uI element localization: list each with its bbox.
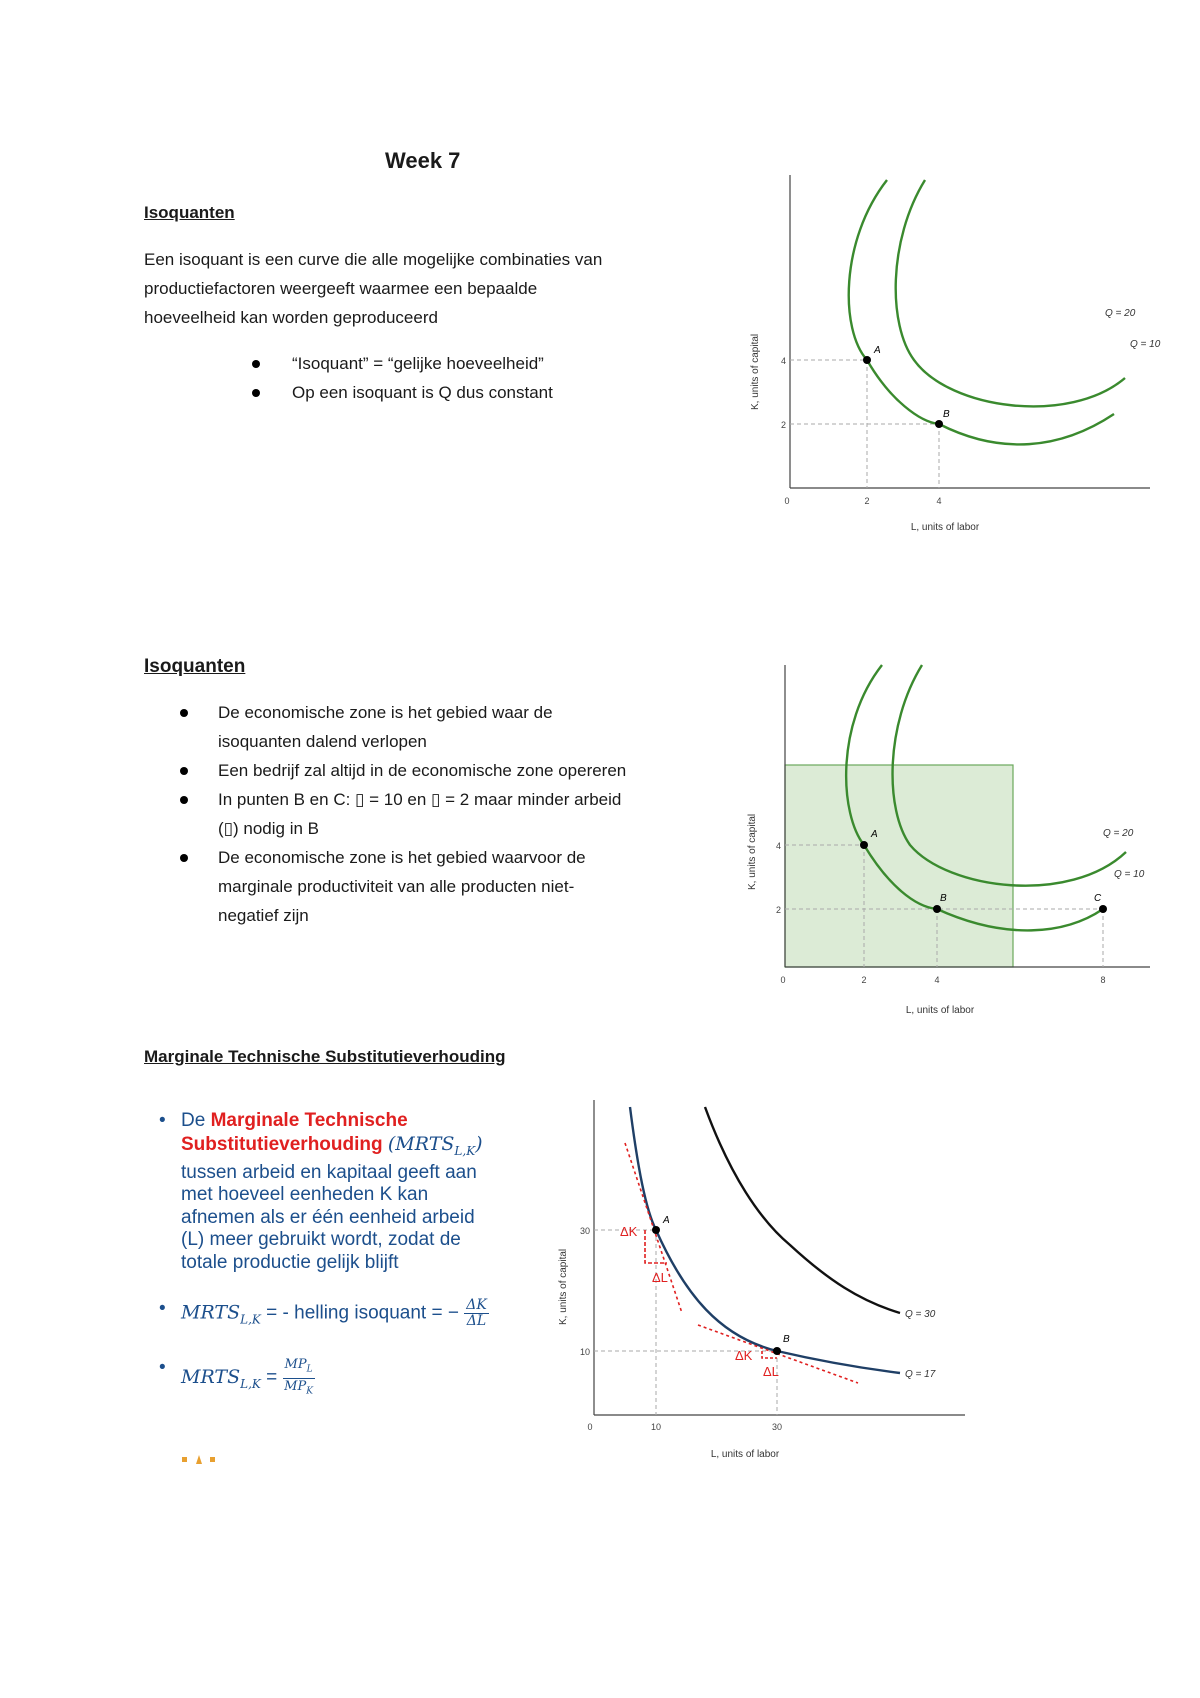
list-item-line: marginale productiviteit van alle producten niet- (218, 877, 575, 896)
definition-line: hoeveelheid kan worden geproduceerd (144, 308, 438, 327)
list-item (180, 756, 740, 785)
section-heading-mrts: Marginale Technische Substitutieverhouding (144, 1047, 506, 1066)
list-item (180, 698, 740, 756)
series-label-q10: Q = 10 (1130, 339, 1161, 350)
economic-zone-region (785, 765, 1013, 967)
list-item (180, 785, 740, 843)
point-c-label: C (1094, 893, 1102, 904)
x-tick-label: 0 (587, 1422, 593, 1432)
point-a (652, 1226, 660, 1234)
isoquant-q20-line (896, 180, 1125, 406)
x-tick-label: 0 (780, 975, 786, 985)
x-tick-label: 30 (771, 1422, 783, 1432)
series-label-q20: Q = 20 (1105, 308, 1136, 319)
list-item-line: negatief zijn (218, 906, 309, 925)
x-tick-label: 4 (936, 496, 942, 506)
isoquant-q17-line (630, 1107, 900, 1373)
list-item: “Isoquant” = “gelijke hoeveelheid” (256, 349, 706, 378)
list-item-line: De economische zone is het gebied waar de (218, 703, 553, 722)
slide-line: met hoeveel eenheden K kan (181, 1184, 429, 1206)
slide-intro-prefix: De (181, 1110, 211, 1131)
delta-k-label-b: ΔK (735, 1348, 753, 1363)
y-tick-label: 30 (579, 1226, 590, 1236)
slide-term-red-1: Marginale Technische (210, 1110, 408, 1131)
point-b (933, 905, 941, 913)
isoquant-q30-line (705, 1107, 900, 1313)
section1-bullets (256, 349, 706, 407)
point-c (1099, 905, 1107, 913)
point-a-label: A (663, 1215, 670, 1226)
point-b (773, 1347, 781, 1355)
list-item (180, 843, 740, 930)
slide-line: afnemen als er één eenheid arbeid (181, 1206, 475, 1228)
list-item-line: De economische zone is het gebied waarvoor de (218, 848, 586, 867)
definition-paragraph (144, 245, 744, 332)
slide-bullet: • (159, 1298, 166, 1320)
x-axis-label: L, units of labor (905, 1005, 975, 1016)
y-tick-label: 2 (780, 420, 786, 430)
x-axis-label: L, units of labor (910, 522, 980, 533)
decorative-marker-icon (182, 1452, 216, 1466)
mrts-chart (558, 1095, 980, 1465)
list-item-line: Een bedrijf zal altijd in de economische zone opereren (218, 761, 627, 780)
mrts-formula-1: • $MRTS_{L,K}$ = - helling isoquant = − $\frac{\Delta K}{\Delta L}$ (159, 1297, 487, 1330)
isoquant-chart-1 (730, 160, 1170, 540)
y-tick-label: 4 (775, 841, 781, 851)
isoquant-chart-2 (730, 650, 1170, 1030)
y-tick-label: 10 (579, 1347, 590, 1357)
x-tick-label: 4 (934, 975, 940, 985)
point-a (863, 356, 871, 364)
point-b-label: B (940, 893, 947, 904)
series-label-q17: Q = 17 (905, 1369, 936, 1380)
slide-term-math: $(MRTS_{L,K})$ (387, 1132, 483, 1158)
delta-l-label-a: ΔL (652, 1270, 668, 1285)
point-b-label: B (943, 409, 950, 420)
list-item-line: (▯) nodig in B (218, 819, 320, 838)
isoquant-q10-line (849, 180, 1114, 444)
slide-line: totale productie gelijk blijft (181, 1251, 399, 1273)
point-a (860, 841, 868, 849)
series-label-q30: Q = 30 (905, 1309, 936, 1320)
y-axis-label: K, units of capital (747, 813, 758, 890)
definition-line: productiefactoren weergeeft waarmee een bepaalde (144, 279, 538, 298)
section2-bullets (180, 698, 740, 930)
delta-k-label-a: ΔK (620, 1224, 638, 1239)
y-axis-label: K, units of capital (750, 333, 761, 410)
list-item: Op een isoquant is Q dus constant (256, 378, 706, 407)
slide-line: (L) meer gebruikt wordt, zodat de (181, 1229, 461, 1251)
slide-bullet: • (159, 1110, 166, 1131)
series-label-q20: Q = 20 (1103, 828, 1134, 839)
point-a-label: A (874, 345, 881, 356)
delta-l-label-b: ΔL (763, 1364, 779, 1379)
x-tick-label: 2 (861, 975, 867, 985)
slide-line: tussen arbeid en kapitaal geeft aan (181, 1161, 477, 1183)
y-tick-label: 4 (780, 356, 786, 366)
section-heading-isoquanten: Isoquanten (144, 203, 235, 222)
x-tick-label: 10 (650, 1422, 662, 1432)
mrts-definition-slide (159, 1110, 541, 1399)
series-label-q10: Q = 10 (1114, 869, 1145, 880)
x-tick-label: 8 (1100, 975, 1106, 985)
section-heading-isoquanten-2: Isoquanten (144, 656, 246, 677)
fraction-dk-dl: $\frac{\Delta K}{\Delta L}$ (466, 1297, 487, 1330)
mrts-intro (159, 1110, 541, 1274)
definition-line: Een isoquant is een curve die alle mogelijke combinaties van (144, 250, 603, 269)
list-item-line: In punten B en C: ▯ = 10 en ▯ = 2 maar minder arbeid (218, 790, 622, 809)
slide-term-red-2: Substitutieverhouding (181, 1133, 383, 1155)
x-tick-label: 0 (784, 496, 790, 506)
point-a-label: A (871, 829, 878, 840)
y-axis-label: K, units of capital (558, 1248, 569, 1325)
list-item-line: isoquanten dalend verlopen (218, 732, 427, 751)
fraction-mpl-mpk: $MP_L$ $MP_K$ (284, 1357, 313, 1397)
mrts-formula-2: • $MRTS_{L,K}$ = $MP_L$ $MP_K$ (181, 1357, 541, 1399)
page-title: Week 7 (385, 148, 461, 173)
y-tick-label: 2 (775, 905, 781, 915)
point-b (935, 420, 943, 428)
point-b-label: B (783, 1334, 790, 1345)
slide-bullet: • (159, 1357, 166, 1379)
x-tick-label: 2 (864, 496, 870, 506)
x-axis-label: L, units of labor (710, 1449, 780, 1460)
